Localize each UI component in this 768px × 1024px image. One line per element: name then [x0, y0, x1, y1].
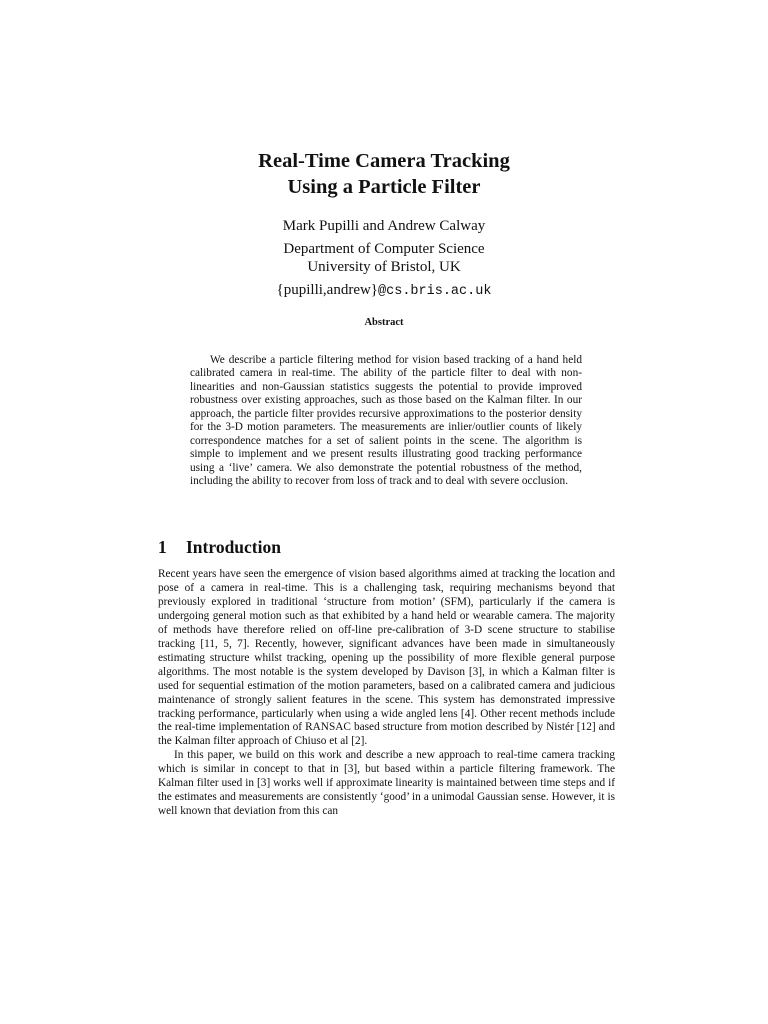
section-body	[158, 568, 615, 819]
paper-title-line-2: Using a Particle Filter	[287, 176, 481, 198]
department: Department of Computer Science	[283, 241, 485, 257]
email-domain: @cs.bris.ac.uk	[378, 284, 492, 299]
body-paragraph-1: Recent years have seen the emergence of vision based algorithms aimed at tracking the location and pose of a camera in real-time. This is a challenging task, requiring mechanisms beyond that previously explored in traditional ‘structure from motion’ (SFM), particularly if the camera is undergoing general motion such as that exhibited by a hand held or wearable camera. The majority of methods have therefore relied on off-line pre-calibration of 3-D scene structure to stabilise tracking [11, 5, 7]. Recently, however, significant advances have been made in simultaneously estimating structure whilst tracking, opening up the possibility of more flexible general purpose algorithms. The most notable is the system developed by Davison [3], in which a Kalman filter is used for sequential estimation of the motion parameters, based on a calibrated camera and judicious maintenance of strongly salient features in the scene. This system has demonstrated impressive tracking performance, particularly when using a wide angled lens [4]. Other recent methods include the real-time implementation of RANSAC based structure from motion described by Nistér [12] and the Kalman filter approach of Chiuso et al [2].	[158, 568, 615, 748]
paper-title	[0, 148, 768, 200]
affiliation	[0, 240, 768, 276]
author-email	[0, 281, 768, 301]
body-paragraph-2: In this paper, we build on this work and describe a new approach to real-time camera tracking which is similar in concept to that in [3], but based within a particle filtering framework. The Kalman filter used in [3] works well if approximate linearity is maintained between time steps and if the estimates and measurements are consistently ‘good’ in a unimodal Gaussian sense. However, it is well known that deviation from this can	[158, 749, 615, 818]
abstract-text: We describe a particle filtering method for vision based tracking of a hand held calibrated camera in real-time. The ability of the particle filter to deal with non-linearities and non-Gaussian statistics suggests the potential to provide improved robustness over existing approaches, such as those based on the Kalman filter. In our approach, the particle filter provides recursive approximations to the posterior density for the 3-D motion parameters. The measurements are inlier/outlier counts of likely correspondence matches for a set of salient points in the scene. The algorithm is simple to implement and we present results illustrating good tracking performance using a ‘live’ camera. We also demonstrate the potential robustness of the method, including the ability to recover from loss of track and to deal with severe occlusion.	[190, 354, 582, 488]
email-prefix: {pupilli,andrew}	[276, 282, 379, 298]
paper-title-line-1: Real-Time Camera Tracking	[258, 150, 510, 172]
university: University of Bristol, UK	[307, 259, 461, 275]
section-number: 1	[158, 537, 167, 557]
author-list: Mark Pupilli and Andrew Calway	[282, 218, 486, 234]
abstract-heading: Abstract	[364, 317, 404, 328]
section-heading	[158, 537, 281, 557]
section-title: Introduction	[186, 537, 281, 557]
